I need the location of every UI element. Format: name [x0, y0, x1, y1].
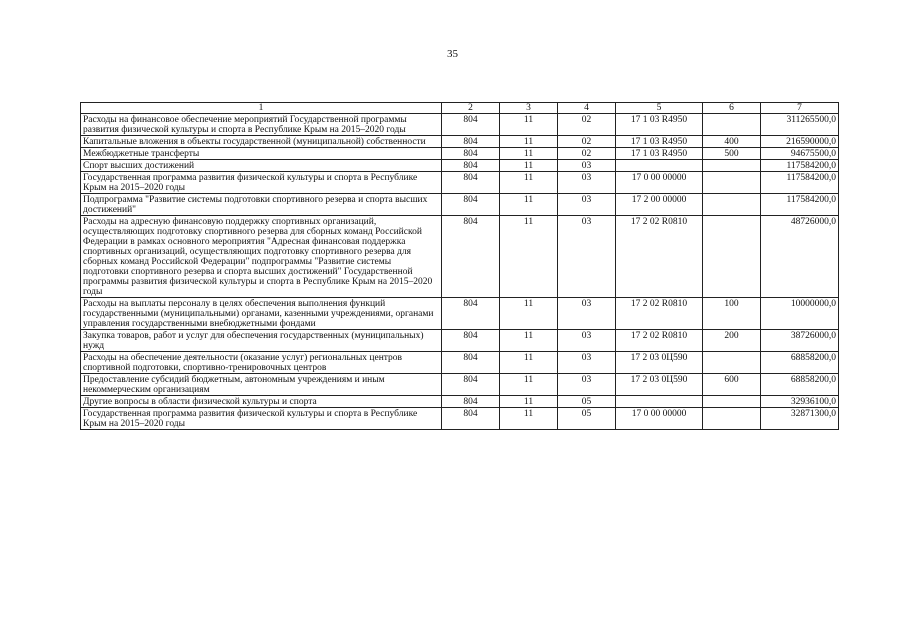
- ministry-code-cell: 804: [442, 374, 500, 396]
- table-row: [81, 194, 839, 216]
- table-row: [81, 374, 839, 396]
- section-code-cell: 11: [500, 352, 558, 374]
- section-code-cell: 11: [500, 194, 558, 216]
- target-article-cell: 17 2 03 0Ц590: [616, 352, 703, 374]
- ministry-code-cell: 804: [442, 298, 500, 330]
- amount-cell: 68858200,0: [761, 352, 839, 374]
- subsection-code-cell: 03: [558, 216, 616, 298]
- ministry-code-cell: 804: [442, 160, 500, 172]
- expense-name-cell: Расходы на адресную финансовую поддержку спортивных организаций, осуществляющих подготовку спортивного резерва для сборных команд Российской Федерации в рамках основного мероприятия "Адресная финансовая поддержка спортивных организаций, осуществляющих подготовку спортивного резерва для сборных команд Российской Федерации" подпрограммы "Развитие системы подготовки спортивного резерва и спорта высших достижений" Государственной программы развития физической культуры и спорта в Республике Крым на 2015–2020 годы: [81, 216, 442, 298]
- table-row: [81, 114, 839, 136]
- table-row: [81, 352, 839, 374]
- subsection-code-cell: 03: [558, 352, 616, 374]
- subsection-code-cell: 03: [558, 330, 616, 352]
- subsection-code-cell: 05: [558, 396, 616, 408]
- target-article-cell: 17 1 03 R4950: [616, 148, 703, 160]
- page-number: 35: [447, 48, 458, 60]
- subsection-code-cell: 02: [558, 114, 616, 136]
- section-code-cell: 11: [500, 298, 558, 330]
- section-code-cell: 11: [500, 160, 558, 172]
- expense-type-cell: [703, 194, 761, 216]
- amount-cell: 117584200,0: [761, 172, 839, 194]
- expense-name-cell: Расходы на выплаты персоналу в целях обеспечения выполнения функций государственными (муниципальными) органами, казенными учреждениями, органами управления государственными внебюджетными фондами: [81, 298, 442, 330]
- expense-name-cell: Предоставление субсидий бюджетным, автономным учреждениям и иным некоммерческим организациям: [81, 374, 442, 396]
- table-row: [81, 408, 839, 430]
- ministry-code-cell: 804: [442, 114, 500, 136]
- amount-cell: 10000000,0: [761, 298, 839, 330]
- table-row: [81, 160, 839, 172]
- expense-type-cell: 600: [703, 374, 761, 396]
- subsection-code-cell: 02: [558, 136, 616, 148]
- expense-type-cell: [703, 396, 761, 408]
- amount-cell: 216590000,0: [761, 136, 839, 148]
- subsection-code-cell: 03: [558, 298, 616, 330]
- subsection-code-cell: 03: [558, 172, 616, 194]
- amount-cell: 117584200,0: [761, 160, 839, 172]
- amount-cell: 32871300,0: [761, 408, 839, 430]
- subsection-code-cell: 03: [558, 194, 616, 216]
- ministry-code-cell: 804: [442, 396, 500, 408]
- expense-name-cell: Государственная программа развития физической культуры и спорта в Республике Крым на 2015–2020 годы: [81, 172, 442, 194]
- target-article-cell: 17 1 03 R4950: [616, 136, 703, 148]
- expense-name-cell: Капитальные вложения в объекты государственной (муниципальной) собственности: [81, 136, 442, 148]
- expense-type-cell: [703, 352, 761, 374]
- header-cell: 7: [761, 103, 839, 114]
- subsection-code-cell: 03: [558, 374, 616, 396]
- expense-name-cell: Закупка товаров, работ и услуг для обеспечения государственных (муниципальных) нужд: [81, 330, 442, 352]
- section-code-cell: 11: [500, 114, 558, 136]
- expense-name-cell: Межбюджетные трансферты: [81, 148, 442, 160]
- amount-cell: 117584200,0: [761, 194, 839, 216]
- header-cell: 4: [558, 103, 616, 114]
- amount-cell: 311265500,0: [761, 114, 839, 136]
- expense-type-cell: [703, 408, 761, 430]
- table-row: [81, 396, 839, 408]
- budget-table: [80, 102, 839, 430]
- ministry-code-cell: 804: [442, 408, 500, 430]
- section-code-cell: 11: [500, 172, 558, 194]
- expense-type-cell: 400: [703, 136, 761, 148]
- expense-type-cell: [703, 160, 761, 172]
- ministry-code-cell: 804: [442, 148, 500, 160]
- target-article-cell: 17 1 03 R4950: [616, 114, 703, 136]
- target-article-cell: 17 2 02 R0810: [616, 216, 703, 298]
- section-code-cell: 11: [500, 408, 558, 430]
- expense-name-cell: Спорт высших достижений: [81, 160, 442, 172]
- target-article-cell: 17 2 00 00000: [616, 194, 703, 216]
- table-row: [81, 136, 839, 148]
- ministry-code-cell: 804: [442, 216, 500, 298]
- expense-name-cell: Другие вопросы в области физической культуры и спорта: [81, 396, 442, 408]
- expense-name-cell: Подпрограмма "Развитие системы подготовки спортивного резерва и спорта высших достижений": [81, 194, 442, 216]
- table-row: [81, 298, 839, 330]
- expense-type-cell: [703, 216, 761, 298]
- ministry-code-cell: 804: [442, 172, 500, 194]
- expense-type-cell: 500: [703, 148, 761, 160]
- header-row: [81, 103, 839, 114]
- header-cell: 3: [500, 103, 558, 114]
- target-article-cell: [616, 160, 703, 172]
- header-cell: 6: [703, 103, 761, 114]
- target-article-cell: 17 2 02 R0810: [616, 298, 703, 330]
- amount-cell: 68858200,0: [761, 374, 839, 396]
- subsection-code-cell: 05: [558, 408, 616, 430]
- target-article-cell: [616, 396, 703, 408]
- ministry-code-cell: 804: [442, 330, 500, 352]
- amount-cell: 32936100,0: [761, 396, 839, 408]
- expense-type-cell: 200: [703, 330, 761, 352]
- amount-cell: 38726000,0: [761, 330, 839, 352]
- amount-cell: 48726000,0: [761, 216, 839, 298]
- expense-name-cell: Государственная программа развития физической культуры и спорта в Республике Крым на 2015–2020 годы: [81, 408, 442, 430]
- amount-cell: 94675500,0: [761, 148, 839, 160]
- expense-type-cell: 100: [703, 298, 761, 330]
- subsection-code-cell: 03: [558, 160, 616, 172]
- ministry-code-cell: 804: [442, 194, 500, 216]
- table-row: [81, 148, 839, 160]
- section-code-cell: 11: [500, 330, 558, 352]
- section-code-cell: 11: [500, 216, 558, 298]
- section-code-cell: 11: [500, 148, 558, 160]
- expense-type-cell: [703, 172, 761, 194]
- table-row: [81, 330, 839, 352]
- table-body: [81, 114, 839, 430]
- header-cell: 2: [442, 103, 500, 114]
- ministry-code-cell: 804: [442, 136, 500, 148]
- expense-name-cell: Расходы на обеспечение деятельности (оказание услуг) региональных центров спортивной подготовки, спортивно-тренировочных центров: [81, 352, 442, 374]
- table-row: [81, 172, 839, 194]
- expense-name-cell: Расходы на финансовое обеспечение мероприятий Государственной программы развития физической культуры и спорта в Республике Крым на 2015–2020 годы: [81, 114, 442, 136]
- target-article-cell: 17 0 00 00000: [616, 408, 703, 430]
- section-code-cell: 11: [500, 136, 558, 148]
- section-code-cell: 11: [500, 396, 558, 408]
- target-article-cell: 17 2 03 0Ц590: [616, 374, 703, 396]
- header-cell: 5: [616, 103, 703, 114]
- subsection-code-cell: 02: [558, 148, 616, 160]
- ministry-code-cell: 804: [442, 352, 500, 374]
- target-article-cell: 17 2 02 R0810: [616, 330, 703, 352]
- section-code-cell: 11: [500, 374, 558, 396]
- table-row: [81, 216, 839, 298]
- target-article-cell: 17 0 00 00000: [616, 172, 703, 194]
- expense-type-cell: [703, 114, 761, 136]
- header-cell: 1: [81, 103, 442, 114]
